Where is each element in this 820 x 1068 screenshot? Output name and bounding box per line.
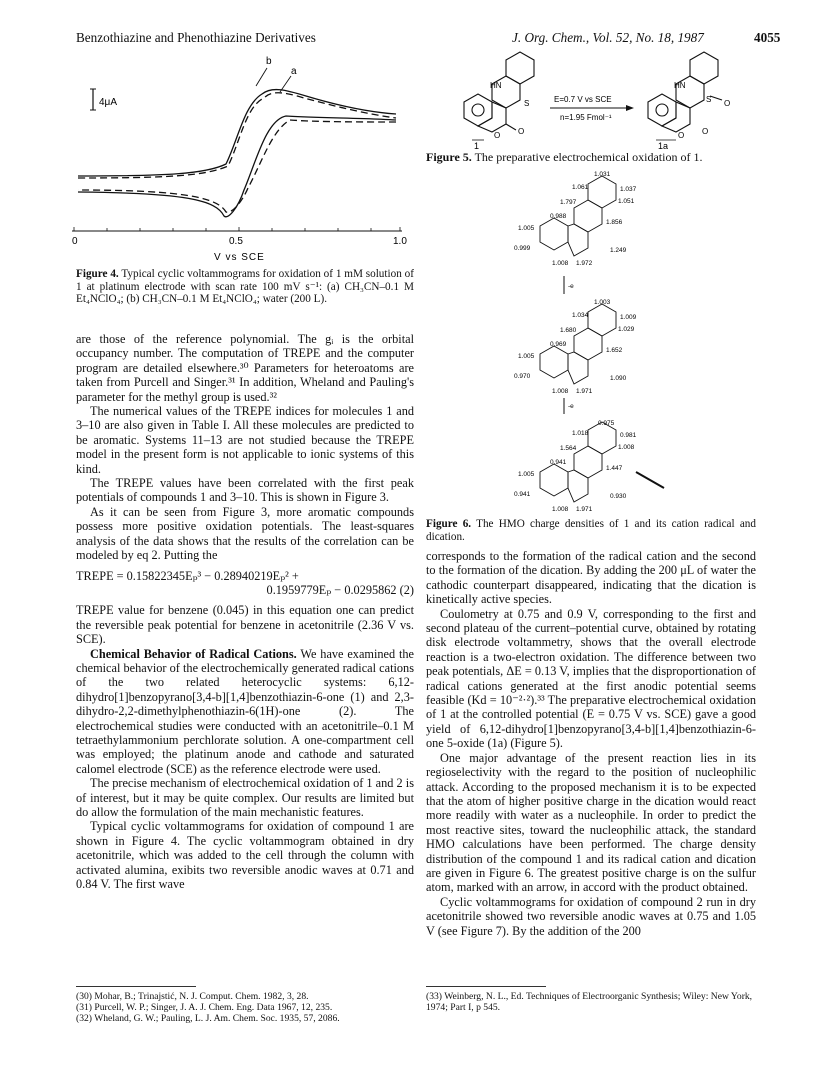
compound-1a-structure xyxy=(648,52,722,132)
figure-6-charge-densities xyxy=(496,170,696,515)
paragraph: The precise mechanism of electrochemical oxidation of 1 and 2 is of interest, but it may be quite complex. Our results are limited but do allow the formulation of the main mechanistic features. xyxy=(76,776,414,819)
figure-6-caption-text: The HMO charge densities of 1 and its cation radical and dication. xyxy=(426,518,756,543)
svg-text:HN: HN xyxy=(674,81,686,90)
svg-text:O: O xyxy=(518,127,525,136)
paragraph: Typical cyclic voltammograms for oxidation of compound 1 are shown in Figure 4. The cyclic voltammogram obtained in dry acetonitrile, which was added to the cell through the column with activated alumina, exibits two reversible anodic waves at 0.71 and 0.84 V. The first wave xyxy=(76,819,414,892)
svg-text:O: O xyxy=(724,99,731,108)
svg-text:1.797: 1.797 xyxy=(560,199,577,206)
compound-label-1a: 1a xyxy=(658,141,669,150)
footnote-31: (31) Purcell, W. P.; Singer, J. A. J. Chem. Eng. Data 1967, 12, 235. xyxy=(76,1002,333,1013)
footnote-rule-left xyxy=(76,986,196,987)
curve-b xyxy=(78,93,396,212)
svg-text:1.051: 1.051 xyxy=(618,198,635,205)
svg-text:1.008: 1.008 xyxy=(618,444,635,451)
svg-text:1.249: 1.249 xyxy=(610,247,627,254)
tick-label-0.5: 0.5 xyxy=(229,236,243,247)
paragraph: The TREPE values have been correlated with the first peak potentials of compounds 1 and 3–10. This is shown in Figure 3. xyxy=(76,476,414,505)
footnotes-left xyxy=(76,991,414,1024)
svg-text:O: O xyxy=(678,131,685,140)
figure-4-label: Figure 4. xyxy=(76,268,119,280)
arrow-condition-bottom: n=1.95 Fmol⁻¹ xyxy=(560,113,612,122)
svg-text:0.970: 0.970 xyxy=(514,373,531,380)
equation-line-1: TREPE = 0.15822345Eₚ³ − 0.28940219Eₚ² + xyxy=(76,568,299,583)
figure-5-caption xyxy=(426,151,756,164)
paragraph: The numerical values of the TREPE indices for molecules 1 and 3–10 are also given in Table I. All these molecules are predicted to be aromatic. Systems 11–13 are not studied because the TREPE model in the present form is not applicable to ionic systems of this kind. xyxy=(76,404,414,476)
svg-text:S: S xyxy=(524,99,530,108)
figure-4-caption xyxy=(76,268,414,306)
arrow-condition-top: E=0.7 V vs SCE xyxy=(554,95,612,104)
svg-text:1.008: 1.008 xyxy=(552,260,569,267)
svg-text:1.034: 1.034 xyxy=(572,312,589,319)
figure-5-caption-text: The preparative electrochemical oxidation of 1. xyxy=(474,150,703,164)
svg-text:1.564: 1.564 xyxy=(560,445,577,452)
figure-4-voltammogram xyxy=(66,50,416,265)
tick-label-1.0: 1.0 xyxy=(393,236,407,247)
compound-1-structure xyxy=(464,52,534,132)
paragraph: One major advantage of the present reaction lies in its regioselectivity with the regard to the position of nucleophilic attack. According to the proposed mechanism it is to be expected that the atom of higher positive charge in the dication would react more readily with water as a nucleophile. In order to predict the most reactive sites, toward the nucleophilic attack, the standard HMO calculations have been performed. The charge density distribution of the compound 1 and its radical cation and dication are given in Figure 6. The greatest positive charge is on the sulfur atom, marked with an arrow, in accord with the product obtained. xyxy=(426,750,756,895)
page-number: 4055 xyxy=(754,30,781,45)
right-column xyxy=(426,549,756,938)
svg-text:1.856: 1.856 xyxy=(606,219,623,226)
sulfur-marker-arrow-icon xyxy=(636,472,664,488)
equation-line-2: 0.1959779Eₚ − 0.0295862 (2) xyxy=(266,582,414,597)
svg-text:1.652: 1.652 xyxy=(606,347,623,354)
figure-5-label: Figure 5. xyxy=(426,150,472,164)
equation-2 xyxy=(76,569,414,598)
svg-text:1.029: 1.029 xyxy=(618,326,635,333)
section-heading: Chemical Behavior of Radical Cations. xyxy=(90,646,297,661)
footnote-30: (30) Mohar, B.; Trinajstić, N. J. Comput. Chem. 1982, 3, 28. xyxy=(76,991,309,1002)
leader-b xyxy=(256,68,267,86)
compound-label-1: 1 xyxy=(474,141,480,150)
left-column xyxy=(76,332,414,891)
figure-4-caption-text: Typical cyclic voltammograms for oxidation of 1 mM solution of 1 at platinum electrode with scan rate 100 mV s⁻¹: (a) CH₃CN–0.1 M Et₄NClO₄; (b) CH₃CN–0.1 M Et₄NClO₄; water (200 L). xyxy=(76,268,414,306)
svg-text:HN: HN xyxy=(490,81,502,90)
svg-text:0.975: 0.975 xyxy=(598,420,615,427)
running-header-left: Benzothiazine and Phenothiazine Derivatives xyxy=(76,30,316,45)
svg-text:1.971: 1.971 xyxy=(576,506,593,513)
step-label-1: -e xyxy=(568,283,574,290)
svg-text:1.008: 1.008 xyxy=(552,388,569,395)
figure-6-label: Figure 6. xyxy=(426,518,472,530)
svg-text:0.930: 0.930 xyxy=(610,493,627,500)
svg-text:0.999: 0.999 xyxy=(514,245,531,252)
paragraph: Coulometry at 0.75 and 0.9 V, corresponding to the first and second plateau of the current–potential curve, obtained by rotating disk electrode voltammetry, shows that the overall electrode reaction is a two-electron oxidation. The difference between two peak potentials, ΔE = 0.13 V, implies that the disproportionation of radical cations generated at the first anodic potential seems feasible (Kd = 10⁻²·²).³³ The preparative electrochemical oxidation of 1 at the controlled potential (E = 0.75 V vs. SCE) gave a good yield of 6,12-dihydro[1]benzopyrano[3,4-b][1,4]benzothiazin-6-one 5-oxide (1a) (Figure 5). xyxy=(426,606,756,751)
paragraph: Cyclic voltammograms for oxidation of compound 2 run in dry acetonitrile showed two reversible anodic waves at 0.75 and 1.05 V (see Figure 7). By the addition of the 200 xyxy=(426,894,756,938)
tick-label-0: 0 xyxy=(72,236,78,247)
svg-text:1.005: 1.005 xyxy=(518,471,535,478)
svg-text:0.941: 0.941 xyxy=(514,491,531,498)
curve-label-a: a xyxy=(291,66,297,77)
svg-text:1.090: 1.090 xyxy=(610,375,627,382)
svg-text:1.009: 1.009 xyxy=(620,314,637,321)
step-label-2: -e xyxy=(568,403,574,410)
footnote-rule-right xyxy=(426,986,546,987)
curve-label-b: b xyxy=(266,56,272,67)
footnote-32: (32) Wheland, G. W.; Pauling, L. J. Am. Chem. Soc. 1935, 57, 2086. xyxy=(76,1013,340,1024)
leader-a xyxy=(280,76,291,92)
paragraph: As it can be seen from Figure 3, more aromatic compounds possess more positive oxidation potentials. The least-squares analysis of the data shows that the results of the correlation can be modeled by eq 2. Putting the xyxy=(76,504,414,563)
svg-text:1.972: 1.972 xyxy=(576,260,593,267)
svg-text:O: O xyxy=(494,131,501,140)
svg-text:1.447: 1.447 xyxy=(606,465,623,472)
axis-label: V vs SCE xyxy=(214,252,265,263)
svg-text:1.680: 1.680 xyxy=(560,327,577,334)
svg-text:0.941: 0.941 xyxy=(550,459,567,466)
svg-text:1.031: 1.031 xyxy=(594,171,611,178)
svg-text:1.971: 1.971 xyxy=(576,388,593,395)
paragraph: are those of the reference polynomial. The gᵢ is the orbital occupancy number. The computation of TREPE and the computer program are detailed elsewhere.³⁰ Parameters for heteroatoms are taken from Purcell and Singer.³¹ In addition, Wheland and Pauling's parameter for the methyl group is used.³² xyxy=(76,332,414,404)
svg-text:S: S xyxy=(706,95,712,104)
svg-text:1.005: 1.005 xyxy=(518,353,535,360)
figure-6-caption xyxy=(426,518,756,543)
curve-a xyxy=(78,90,396,217)
paragraph: We have examined the chemical behavior of the electrochemically generated radical cations of the two related heterocyclic systems: 6,12-dihydro[1]benzopyrano[3,4-b][1,4]benzothiazin-6-one (1) and 2,3-dihydro-2,2-dimethylphenothiazin-6(1H)-one (2). The electrochemical studies were conducted with an acetonitrile–0.1 M tetraethylammonium perchlorate solution. A one-compartment cell was employed; the platinum anode and cathode and saturated calomel electrode (SCE) as the reference electrode were used. xyxy=(76,646,414,776)
figure-5-scheme xyxy=(440,46,750,150)
svg-text:1.061: 1.061 xyxy=(572,184,589,191)
svg-text:1.037: 1.037 xyxy=(620,186,637,193)
scale-label: 4μA xyxy=(99,97,117,108)
svg-text:1.003: 1.003 xyxy=(594,299,611,306)
svg-text:1.018: 1.018 xyxy=(572,430,589,437)
dication-charge-labels xyxy=(514,420,637,513)
neutral-charge-labels xyxy=(514,171,637,267)
svg-text:0.981: 0.981 xyxy=(620,432,637,439)
footnote-33: (33) Weinberg, N. L., Ed. Techniques of Electroorganic Synthesis; Wiley: New York, 1974; Part I, p 545. xyxy=(426,991,753,1013)
paragraph: TREPE value for benzene (0.045) in this equation one can predict the reversible peak potential for benzene in acetonitrile (2.36 V vs. SCE). xyxy=(76,603,414,647)
footnotes-right xyxy=(426,991,756,1013)
paragraph: corresponds to the formation of the radical cation and the second to the formation of the dication. By adding the 200 μL of water the cathodic counterpart disappeared, indicating that the dication is kinetically active species. xyxy=(426,549,756,607)
svg-text:1.008: 1.008 xyxy=(552,506,569,513)
axis-ticks xyxy=(74,227,400,231)
radical-cation-charge-labels xyxy=(514,299,637,395)
svg-text:0.969: 0.969 xyxy=(550,341,567,348)
svg-text:O: O xyxy=(702,127,709,136)
running-header-journal: J. Org. Chem., Vol. 52, No. 18, 1987 xyxy=(512,30,704,45)
current-scale-bar xyxy=(90,89,96,110)
svg-text:0.988: 0.988 xyxy=(550,213,567,220)
svg-text:1.005: 1.005 xyxy=(518,225,535,232)
